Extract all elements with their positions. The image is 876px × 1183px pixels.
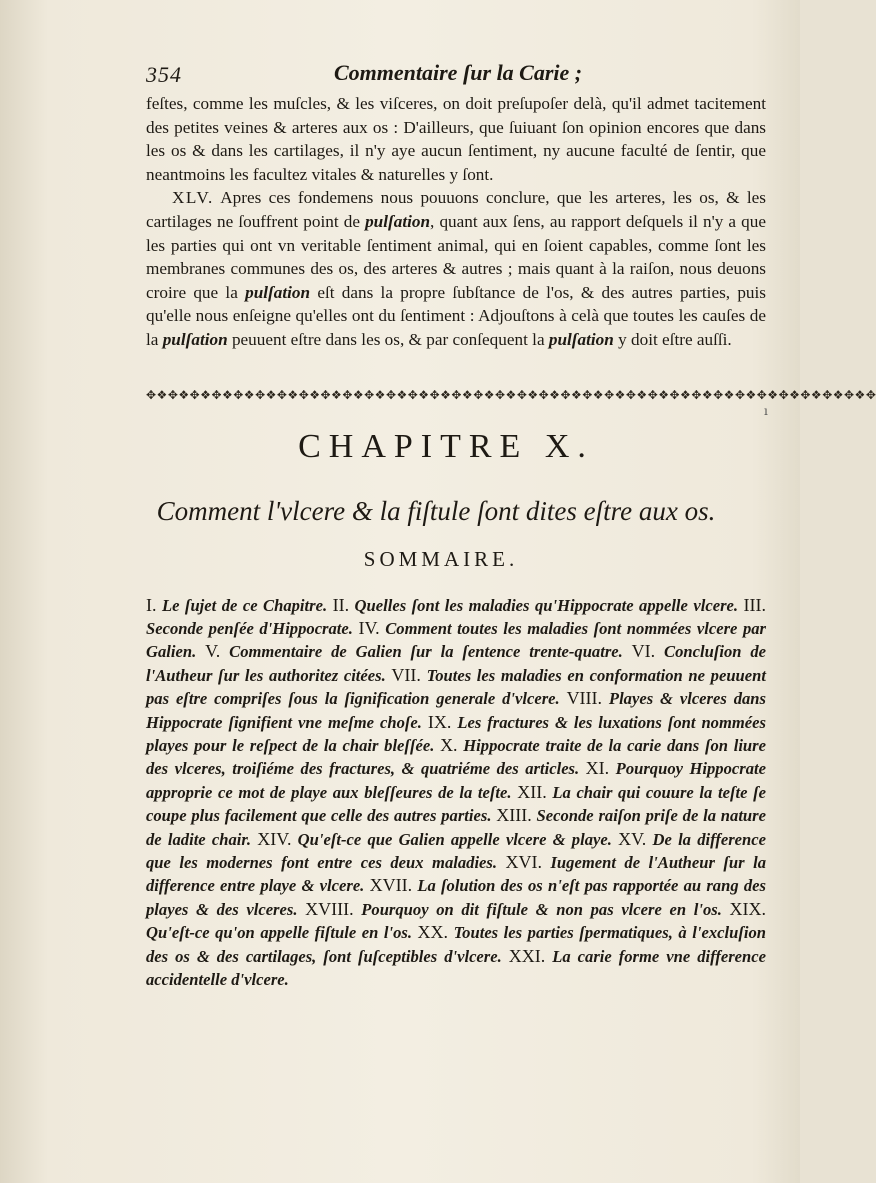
summary-item-text: De la difference que les modernes font entre ces deux maladies. — [146, 829, 766, 872]
summary-item-text: La carie forme vne difference accidentelle d'vlcere. — [146, 946, 767, 990]
summary-item-text: Seconde raiſon priſe de la nature de ladite chair. — [146, 806, 766, 849]
summary-item-text: Concluſion de l'Autheur ſur les authoritez citées. — [146, 642, 766, 685]
paragraph-number: XLV. — [172, 188, 214, 208]
summary-item-number: XII. — [517, 781, 547, 802]
summary-item-number: V. — [205, 641, 221, 662]
summary-item-number: X. — [440, 734, 458, 755]
summary-item-text: Qu'eſt-ce qu'on appelle fiſtule en l'os. — [146, 923, 418, 943]
italic-term: pulſation — [365, 211, 431, 231]
italic-term: pulſation — [548, 329, 614, 349]
summary-item-number: XXI. — [508, 945, 546, 966]
summary-item-text: La ſolution des os n'eſt pas rapportée au rang des playes & des vlceres. — [146, 876, 766, 919]
summary-item-text: Playes & vlceres dans Hippocrate ſignifient vne meſme choſe. — [146, 689, 766, 732]
summary-item-number: XIII. — [496, 805, 532, 826]
summary-list — [146, 594, 766, 992]
summary-item-text: Les fractures & les luxations ſont nommées playes pour le reſpect de la chair bleſſée. — [146, 712, 766, 755]
summary-item-text: Commentaire de Galien ſur la ſentence trente-quatre. — [220, 642, 632, 662]
chapter-title: CHAPITRE X. — [298, 427, 594, 465]
summary-item-number: VIII. — [566, 688, 603, 709]
text-segment: , quant aux ſens, au rapport deſquels il n'y a que les parties qui ont vn veritable ſentiment animal, qui en ſoient capables, comme ſont les membranes communes des os, des arteres & autres ; mais quant à la raiſon, nous deuons croire que la — [146, 211, 766, 302]
margin-mark: ı — [764, 404, 768, 418]
summary-item-text: Toutes les maladies en conformation ne peuuent pas eſtre compriſes ſous la ſignification generale d'vlcere. — [146, 665, 766, 709]
text-segment: y doit eſtre auſſi. — [613, 329, 732, 349]
summary-item-number: VI. — [631, 641, 656, 662]
summary-item-number: XVIII. — [305, 898, 354, 919]
summary-item-text: Hippocrate traite de la carie dans ſon liure des vlceres, troiſiéme des fractures, & quatriéme des articles. — [146, 735, 766, 779]
running-head — [146, 62, 766, 92]
summary-item-number: XI. — [585, 758, 610, 779]
summary-item-number: XVI. — [505, 852, 542, 872]
summary-item-text: Pourquoy Hippocrate approprie ce mot de playe aux bleſſeures de la teſte. — [146, 759, 766, 802]
summary-item-text: Seconde penſée d'Hippocrate. — [146, 618, 359, 638]
text-segment: peuuent eſtre dans les os, & par conſequent la — [227, 329, 549, 349]
summary-item-number: II. — [332, 594, 350, 615]
summary-item-text: Toutes les parties ſpermatiques, à l'excluſion des os & des cartilages, ſont ſuſceptibles d'vlcere. — [146, 923, 766, 966]
chapter-subtitle: Comment l'vlcere & la fiſtule ſont dites eſtre aux os. — [156, 495, 716, 526]
summary-item-number: XVII. — [369, 875, 413, 896]
summary-item-number: VII. — [391, 664, 421, 685]
summary-item-text: Qu'eſt-ce que Galien appelle vlcere & playe. — [291, 829, 619, 849]
summary-item-number: III. — [743, 594, 766, 615]
summary-item-number: IX. — [427, 711, 452, 732]
summary-item-number: XV. — [618, 828, 647, 849]
page-number: 354 — [146, 62, 182, 87]
ornamental-divider: ✥❖✥❖✥❖✥❖✥❖✥❖✥❖✥❖✥❖✥❖✥❖✥❖✥❖✥❖✥❖✥❖✥❖✥❖✥❖✥❖✥❖✥❖✥❖✥❖✥❖✥❖✥❖✥❖✥❖✥❖✥❖✥❖✥❖✥ — [146, 387, 876, 402]
summary-item-text: Le ſujet de ce Chapitre. — [156, 595, 333, 615]
italic-term: pulſation — [245, 282, 311, 302]
running-head-title: Commentaire ſur la Carie ; — [334, 60, 583, 85]
summary-item-text: Iugement de l'Autheur ſur la difference entre playe & vlcere. — [146, 853, 766, 896]
summary-item-number: XIV. — [257, 828, 292, 849]
summary-item-text: Quelles ſont les maladies qu'Hippocrate appelle vlcere. — [349, 595, 744, 615]
text-segment: Apres ces fondemens nous pouuons conclure, que les arteres, les os, & les cartilages ne ſouffrent point de — [146, 188, 766, 231]
text-segment: eſt dans la propre ſubſtance de l'os, & des autres parties, puis qu'elle nous enſeigne qu'elles ont du ſentiment : Adjouſtons à celà que toutes les cauſes de la — [146, 282, 766, 349]
paragraph-continued: feſtes, comme les muſcles, & les viſceres, on doit preſupoſer delà, qu'il admet tacitement des petites veines & arteres aux os : D'ailleurs, que ſuiuant ſon opinion encores que dans les os & dans les cartilages, il n'y aye aucun ſentiment, ny aucune faculté de ſentir, que neantmoins les facultez vitales & naturelles y ſont. — [146, 94, 766, 184]
summary-item-text: Pourquoy on dit fiſtule & non pas vlcere en l'os. — [353, 899, 730, 919]
summary-item-number: XX. — [417, 922, 449, 943]
summary-item-text: Comment toutes les maladies ſont nommées vlcere par Galien. — [146, 618, 766, 662]
body-text — [146, 92, 766, 352]
summary-item-number: IV. — [358, 617, 380, 638]
paragraph-xlv — [146, 186, 766, 351]
summary-item-number: I. — [146, 594, 157, 615]
summary-item-text: La chair qui couure la teſte ſe coupe plus facilement que celle des autres parties. — [146, 782, 766, 826]
italic-term: pulſation — [162, 329, 228, 349]
summary-item-number: XIX. — [729, 898, 766, 919]
sommaire-heading: SOMMAIRE. — [363, 546, 519, 571]
